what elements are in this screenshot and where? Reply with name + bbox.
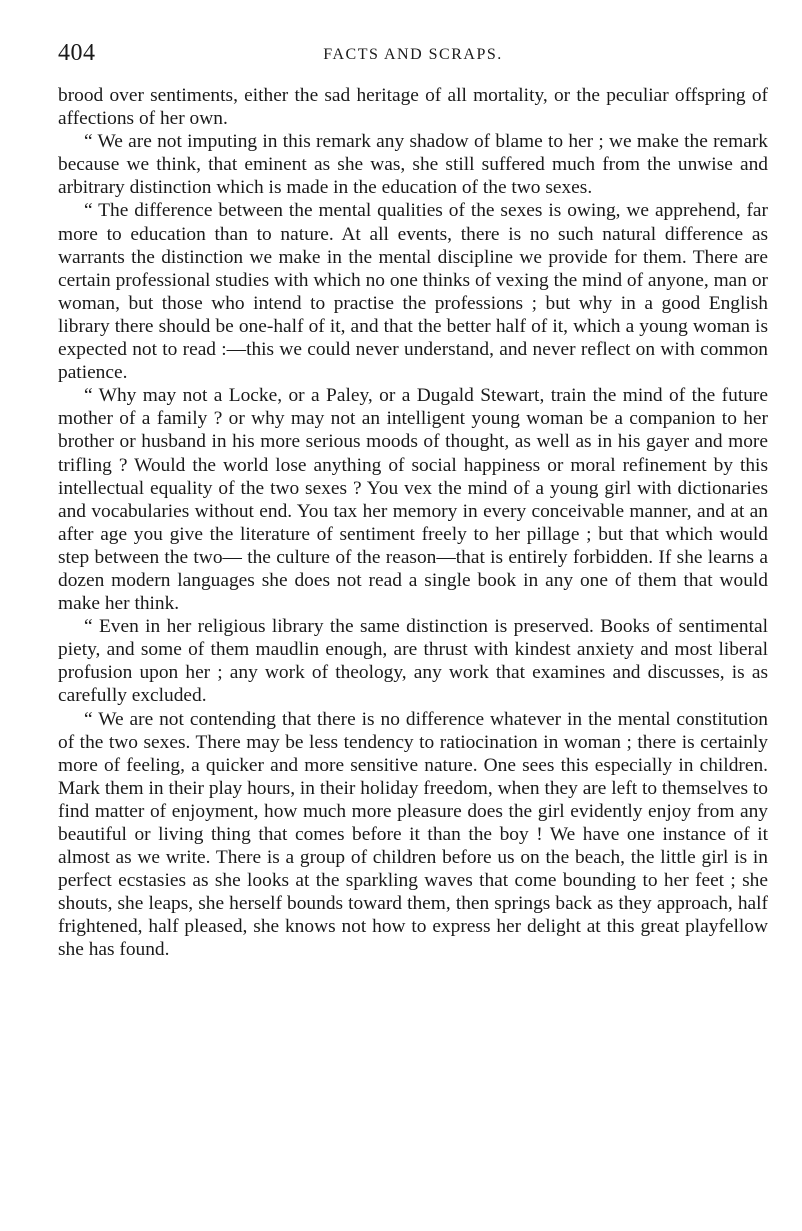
paragraph-continuation: brood over sentiments, either the sad heritage of all mortality, or the peculiar offspring of affections of her own. [58, 85, 768, 130]
body-text [58, 84, 768, 962]
paragraph-difference: “ The difference between the mental qualities of the sexes is owing, we apprehend, far more to education than to nature. At all events, there is no such natural difference as warrants the distinction we make in the mental discipline we provide for them. There are certain professional studies with which no one thinks of vexing the mind of anyone, man or woman, but those who intend to practise the professions ; but why in a good English library there should be one-half of it, and that the better half of it, which a young woman is expected not to read :—this we could never understand, and never reflect on with common patience. [58, 200, 768, 384]
paragraph-not-contending: “ We are not contending that there is no difference whatever in the mental constitution of the two sexes. There may be less tendency to ratiocination in woman ; there is certainly more of feeling, a quicker and more sensitive nature. One sees this especially in children. Mark them in their play hours, in their holiday freedom, when they are left to themselves to find matter of enjoyment, how much more pleasure does the girl evidently enjoy from any beautiful or living thing that comes before it than the boy ! We have one instance of it almost as we write. There is a group of children before us on the beach, the little girl is in perfect ecstasies as she looks at the sparkling waves that come bounding to her feet ; she shouts, she leaps, she herself bounds toward them, then springs back as they approach, half frightened, half pleased, she knows not how to express her delight at this great playfellow she has found. [58, 708, 768, 961]
paragraph-blame: “ We are not imputing in this remark any shadow of blame to her ; we make the remark because we think, that eminent as she was, she still suffered much from the unwise and arbitrary distinction which is made in the education of the two sexes. [58, 131, 768, 199]
page-number: 404 [58, 40, 96, 66]
page [58, 40, 768, 962]
paragraph-religious-library: “ Even in her religious library the same distinction is preserved. Books of sentimental piety, and some of them maudlin enough, are thrust with kindest anxiety and most liberal profusion upon her ; any work of theology, any work that examines and discusses, is as carefully excluded. [58, 616, 768, 707]
running-head [58, 40, 768, 74]
running-title: FACTS AND SCRAPS. [323, 46, 503, 63]
paragraph-locke-paley: “ Why may not a Locke, or a Paley, or a Dugald Stewart, train the mind of the future mother of a family ? or why may not an intelligent young woman be a companion to her brother or husband in his more serious moods of thought, as well as in his gayer and more trifling ? Would the world lose anything of social happiness or moral refinement by this intellectual equality of the two sexes ? You vex the mind of a young girl with dictionaries and vocabularies without end. You tax her memory in every conceivable manner, and at an after age you give the literature of sentiment freely to her pillage ; but that which would step between the two— the culture of the reason—that is entirely forbidden. If she learns a dozen modern languages she does not read a single book in any one of them that would make her think. [58, 385, 768, 615]
